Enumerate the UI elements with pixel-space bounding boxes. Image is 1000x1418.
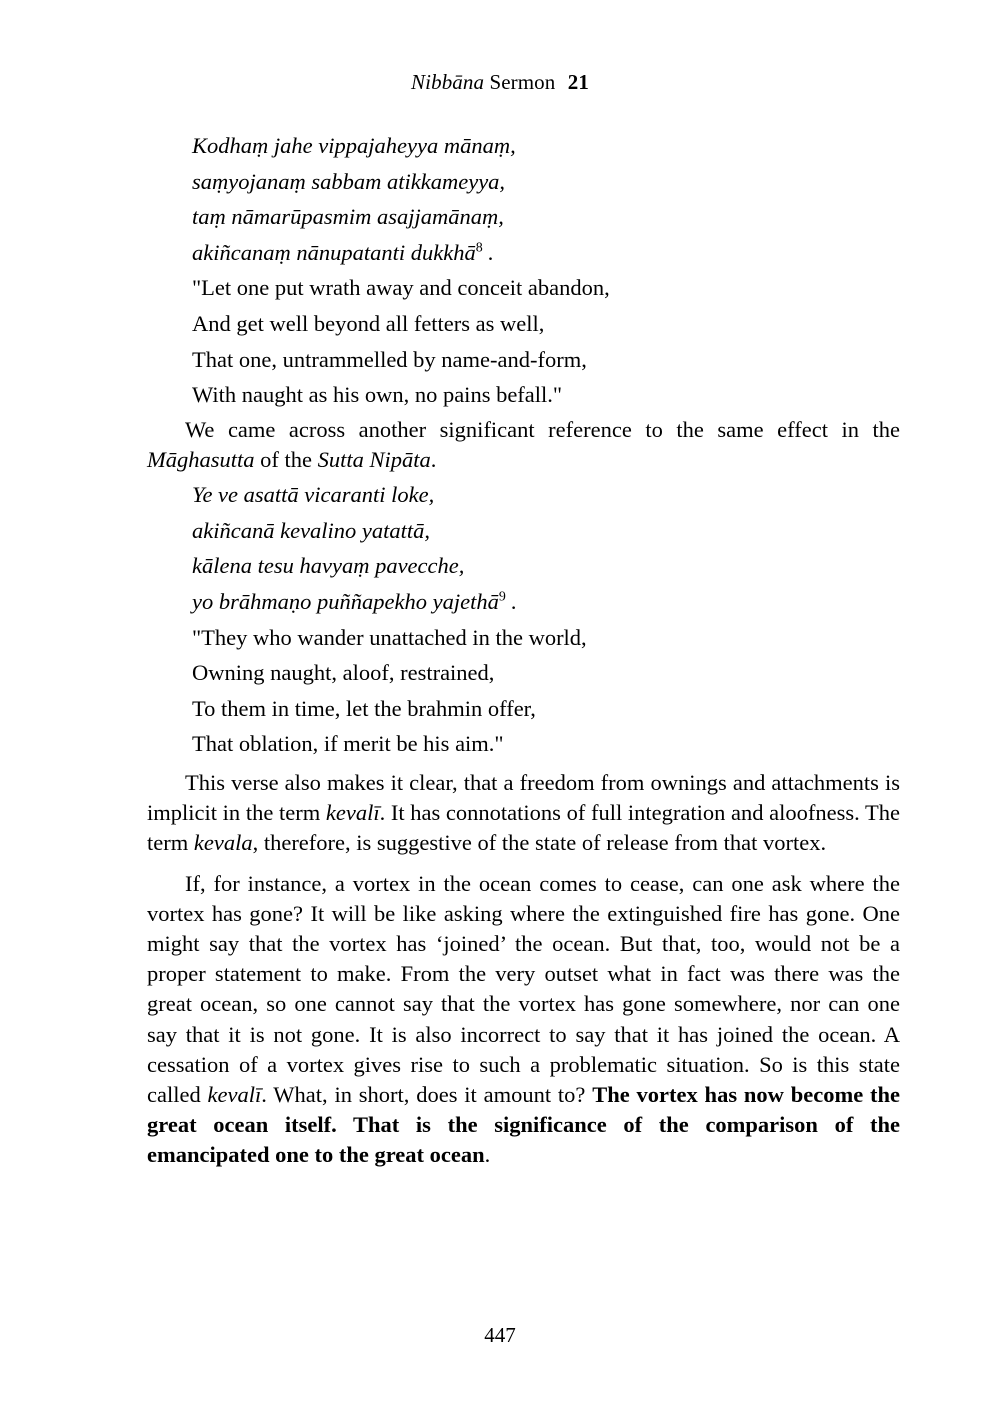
verse-line: To them in time, let the brahmin offer, [192, 695, 536, 721]
verse-line: "They who wander unattached in the world, [192, 624, 587, 650]
source-title-maghasutta: Māghasutta [147, 446, 255, 472]
emphasised-conclusion: The vortex has now become the great ocean itself. That is the significance of the comparison of the emancipated one to the great ocean [147, 1081, 900, 1168]
paragraph-kevali [147, 768, 900, 859]
verse-one-pali [147, 128, 900, 270]
pali-term-kevali: kevalī [207, 1081, 262, 1107]
spacer [147, 859, 900, 869]
verse-line: kālena tesu havyaṃ pavecche, [192, 553, 465, 579]
verse-line: Kodhaṃ jahe vippajaheyya mānaṃ, [192, 133, 516, 158]
verse-two-pali [147, 477, 900, 619]
running-head-title: Nibbāna [411, 70, 485, 94]
verse-line: Owning naught, aloof, restrained, [192, 660, 495, 686]
text-run: If, for instance, a vortex in the ocean comes to cease, can one ask where the vortex has gone? It will be like asking where the extinguished fire has gone. One might say that the vortex has ‘joined’ the ocean. But that, too, would not be a proper statement to make. From the very outset what in fact was there was the great ocean, so one cannot say that the vortex has gone somewhere, nor can one say that it is not gone. It is also incorrect to say that it has joined the ocean. A cessation of a vortex gives rise to such a problematic situation. So is this state called [147, 870, 900, 1107]
verse-line: That one, untrammelled by name-and-form, [192, 346, 587, 372]
paragraph-intro [147, 415, 900, 475]
page-number: 447 [484, 1323, 516, 1347]
text-column [147, 128, 900, 1171]
verse-line: With naught as his own, no pains befall." [192, 382, 563, 408]
text-run: , therefore, is suggestive of the state of release from that vortex. [252, 830, 827, 856]
running-head-number: 21 [567, 70, 589, 94]
text-run: . [484, 1142, 491, 1168]
text-run: . It has connotations of full integration and aloofness. The term [147, 800, 900, 856]
verse-line: And get well beyond all fetters as well, [192, 310, 545, 336]
verse-line-text: akiñcanaṃ nānupatanti dukkhā [192, 239, 476, 265]
verse-line-tail: . [505, 588, 518, 614]
pali-term-kevala: kevala [193, 830, 253, 856]
paragraph-vortex [147, 869, 900, 1171]
text-run: We came across another significant reference to the same effect in the [185, 416, 900, 442]
text-run: of the [254, 446, 318, 472]
verse-line: "Let one put wrath away and conceit abandon, [192, 275, 610, 301]
verse-line: saṃyojanaṃ sabbam atikkameyya, [192, 168, 506, 194]
text-run: This verse also makes it clear, that a freedom from ownings and attachments is implicit in the term [147, 769, 900, 826]
verse-one-translation [147, 270, 900, 412]
verse-line: akiñcanā kevalino yatattā, [192, 517, 431, 543]
verse-line: That oblation, if merit be his aim." [192, 731, 504, 757]
verse-two-translation [147, 620, 900, 762]
source-title-sutta-nipata: Sutta Nipāta [317, 446, 431, 472]
footnote-marker-9[interactable]: 9 [498, 589, 506, 605]
text-run: . What, in short, does it amount to? [261, 1081, 593, 1107]
pali-term-kevali: kevalī [325, 800, 380, 826]
verse-line: taṃ nāmarūpasmim asajjamānaṃ, [192, 204, 504, 230]
running-head [0, 72, 1000, 93]
verse-line [192, 584, 900, 620]
verse-line-text: yo brāhmaṇo puññapekho yajethā [192, 588, 499, 614]
text-run: . [430, 446, 437, 472]
footnote-marker-8[interactable]: 8 [475, 240, 483, 256]
verse-line-tail: . [482, 239, 494, 265]
verse-line [192, 235, 900, 271]
verse-line: Ye ve asattā vicaranti loke, [192, 482, 435, 508]
running-head-word: Sermon [489, 70, 556, 94]
